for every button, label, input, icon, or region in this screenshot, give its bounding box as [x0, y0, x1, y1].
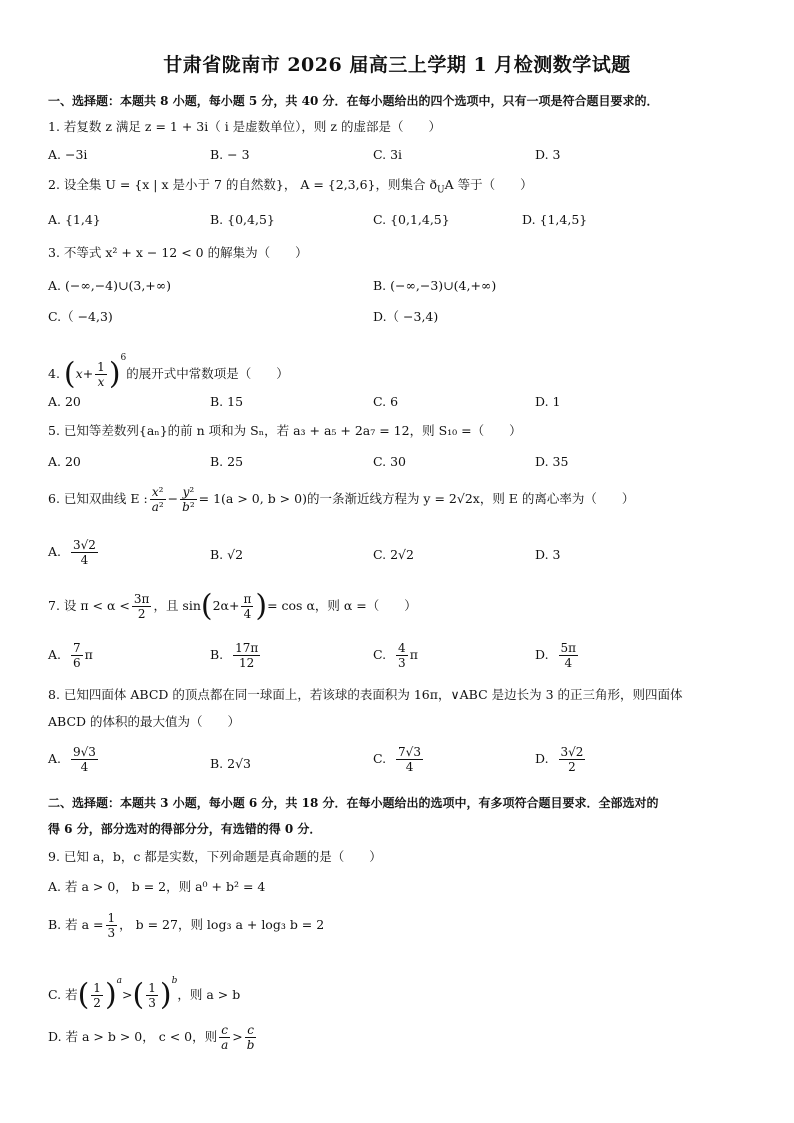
q5-option-a: A. 20 [48, 454, 81, 469]
q1-option-c: C. 3i [373, 147, 403, 162]
question-5: 5. 已知等差数列{aₙ}的前 n 项和为 Sₙ，若 a₃ + a₅ + 2a₇ = 12，则 S₁₀ =（ ） [48, 423, 522, 438]
question-8-line-1: 8. 已知四面体 ABCD 的顶点都在同一球面上，若该球的表面积为 16π，∨ABC 是边长为 3 的正三角形，则四面体 [48, 687, 683, 702]
q4-option-a: A. 20 [48, 394, 81, 409]
q8-option-a: A. $\frac{9√3}{4}$ [48, 745, 96, 774]
q2-option-b: B. {0,4,5} [210, 212, 275, 227]
q2-option-c: C. {0,1,4,5} [373, 212, 450, 227]
question-6: 6. 已知双曲线 E : $\frac{\text{x²}}{\text{a²}}$ − $\frac{\text{y²}}{\text{b²}}$ = 1(a > 0, b > 0)的一条渐近线方程为 y = 2√2x，则 E 的离心率为（ ） [48, 485, 635, 514]
q1-option-b: B. − 3 [210, 147, 250, 162]
q7-option-c: C. $\frac{4}{3}$ π [373, 641, 418, 670]
q6-option-a: A. $\frac{3√2}{4}$ [48, 538, 96, 567]
q3-option-b: B. (−∞,−3)∪(4,+∞) [373, 278, 497, 293]
q6-option-d: D. 3 [535, 547, 561, 562]
q9-option-a: A. 若 a > 0， b = 2，则 a⁰ + b² = 4 [48, 879, 266, 894]
question-7: 7. 设 π < α < $\frac{3\pi}{2}$ ，且 sin(2α+ $\frac{\pi}{4}$ )= cos α，则 α =（ ） [48, 588, 417, 624]
q5-option-c: C. 30 [373, 454, 406, 469]
section-2-heading-line-2: 得 6 分，部分选对的得部分分，有选错的得 0 分． [48, 822, 322, 836]
section-1-heading: 一、选择题：本题共 8 小题，每小题 5 分，共 40 分．在每小题给出的四个选项中，只有一项是符合题目要求的． [48, 94, 659, 108]
question-8-line-2: ABCD 的体积的最大值为（ ） [48, 714, 241, 729]
q2-option-a: A. {1,4} [48, 212, 101, 227]
q3-option-a: A. (−∞,−4)∪(3,+∞) [48, 278, 172, 293]
q9-option-d: D. 若 a > b > 0， c < 0，则 $\frac{c}{a}$ > $\frac{c}{b}$ [48, 1023, 255, 1052]
q3-option-d: D.（ −3,4) [373, 309, 439, 324]
q4-option-b: B. 15 [210, 394, 244, 409]
q8-option-c: C. $\frac{7√3}{4}$ [373, 745, 421, 774]
page-title: 甘肃省陇南市 2026 届高三上学期 1 月检测数学试题 [163, 54, 631, 76]
question-4: 4. (x+ $\frac{1}{x}$ )$^6$的展开式中常数项是（ ） [48, 353, 289, 392]
q2-option-d: D. {1,4,5} [522, 212, 588, 227]
section-2-heading-line-1: 二、选择题：本题共 3 小题，每小题 6 分，共 18 分．在每小题给出的选项中，有多项符合题目要求．全部选对的 [48, 796, 659, 810]
q7-option-b: B. $\frac{17\pi}{12}$ [210, 641, 259, 670]
q9-option-c: C. 若( $\frac{1}{2}$ )$^a$>( $\frac{1}{3}$ )$^b$，则 a > b [48, 976, 241, 1013]
q7-option-d: D. $\frac{5\pi}{4}$ [535, 641, 577, 670]
q1-option-d: D. 3 [535, 147, 561, 162]
question-3: 3. 不等式 x² + x − 12 < 0 的解集为（ ） [48, 245, 308, 260]
q8-option-d: D. $\frac{3√2}{2}$ [535, 745, 584, 774]
question-2: 2. 设全集 U = {x | x 是小于 7 的自然数}， A = {2,3,6}，则集合 $ð_UA$ 等于（ ） [48, 177, 533, 196]
q6-option-c: C. 2√2 [373, 547, 414, 562]
q1-option-a: A. −3i [48, 147, 88, 162]
question-1: 1. 若复数 z 满足 z = 1 + 3i（ i 是虚数单位），则 z 的虚部是（ ） [48, 119, 441, 134]
q4-option-c: C. 6 [373, 394, 399, 409]
q7-option-a: A. $\frac{7}{6}$ π [48, 641, 93, 670]
q8-option-b: B. 2√3 [210, 756, 252, 771]
q5-option-d: D. 35 [535, 454, 569, 469]
q5-option-b: B. 25 [210, 454, 244, 469]
q6-option-b: B. √2 [210, 547, 244, 562]
question-9: 9. 已知 a，b，c 都是实数，下列命题是真命题的是（ ） [48, 849, 382, 864]
q3-option-c: C.（ −4,3) [48, 309, 113, 324]
q9-option-b: B. 若 a = $\frac{1}{3}$ ， b = 27，则 log₃ a + log₃ b = 2 [48, 911, 325, 940]
q4-option-d: D. 1 [535, 394, 561, 409]
